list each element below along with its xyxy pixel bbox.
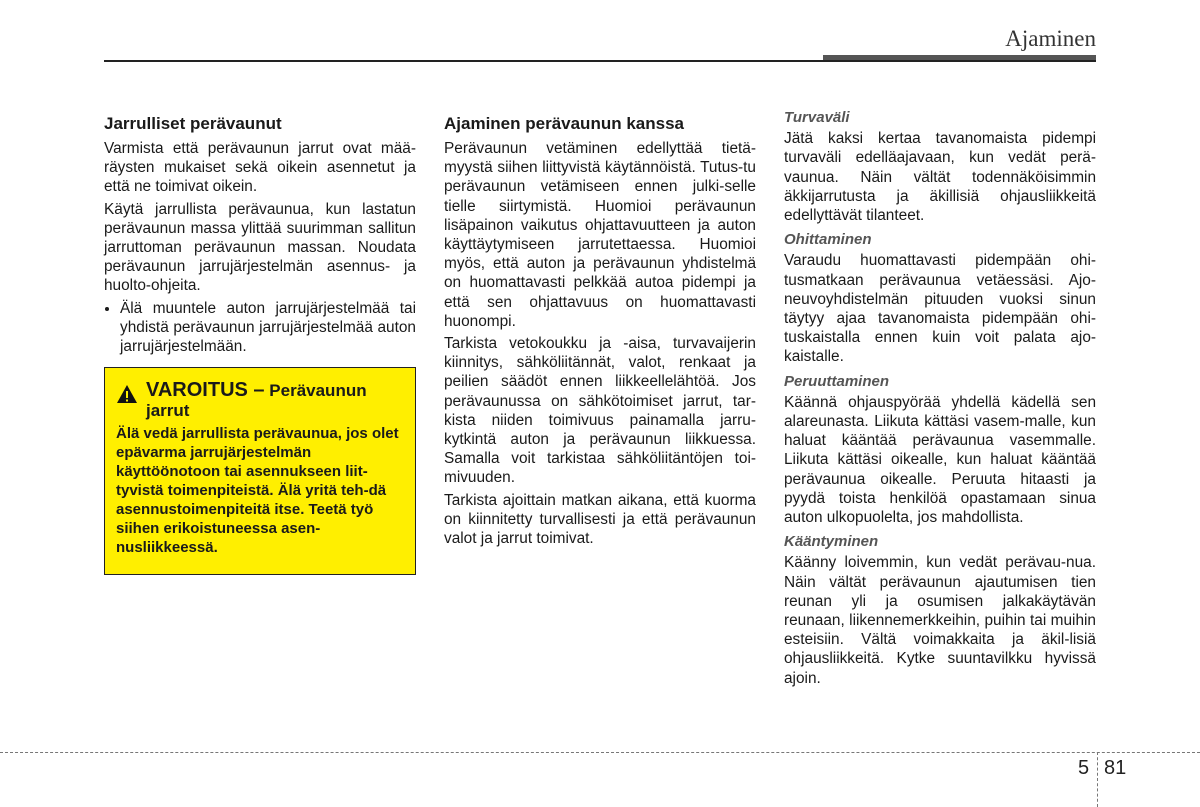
- subheading-turning: Kääntyminen: [784, 533, 879, 551]
- bullet-list: [104, 299, 416, 357]
- chapter-title: Ajaminen: [1005, 26, 1096, 51]
- paragraph: Varmista että perävaunun jarrut ovat mää-räysten mukaiset sekä oikein asennetut ja että ne toimivat oikein.: [104, 140, 416, 196]
- warning-title: [146, 380, 405, 421]
- column-right: [784, 108, 1096, 693]
- header-rule: [104, 60, 1096, 62]
- paragraph: Perävaunun vetäminen edellyttää tietä-myystä siihen liittyvistä käytännöistä. Tutus-tu perävaunun vetämiseen ennen julki-selle tielle siirtymistä. Huomioi perävaunun lisäpainon vaikutus ohjattavuutteen ja auton käyttäytymiseen jarrutettaessa. Huomioi myös, että auton ja perävaunun yhdistelmä on huomattavasti pelkkää autoa pidempi ja että sen ohjattavuus on huomattavasti huonompi.: [444, 140, 756, 330]
- warning-subject: Perävaunun jarrut: [146, 381, 367, 420]
- paragraph: Tarkista vetokoukku ja -aisa, turvavaijerin kiinnitys, sähköliitännät, valot, renkaat ja peilien säädöt ennen liikkeellelähtöä. Jos perävaunussa on sähkötoimiset jarrut, tar-kista niiden toimivuus painamalla jarru-kytkintä auton ja perävaunun liikkuessa. Samalla voit tarkistaa sähköliitäntöjen toi-mivuuden.: [444, 335, 756, 487]
- paragraph: Tarkista ajoittain matkan aikana, että kuorma on kiinnitetty turvallisesti ja että perävaunun valot ja jarrut toimivat.: [444, 491, 756, 548]
- footer-divider: [1097, 752, 1098, 807]
- subheading-safety-distance: Turvaväli: [784, 109, 850, 126]
- warning-triangle-icon: [116, 384, 138, 404]
- column-left: [104, 110, 416, 356]
- paragraph: Käänny loivemmin, kun vedät perävau-nua. Näin vältät perävaunun ajautumisen tien reunan yli ja osumisen jalkakäytävän reunaan, liikennemerkkeihin, puihin tai muihin esteisiin. Vältä voimakkaita ja äkil-lisiä ohjausliikkeitä. Kytke suuntavilkku hyvissä ajoin.: [784, 554, 1096, 687]
- section-heading-towing: Ajaminen perävaunun kanssa: [444, 114, 684, 133]
- paragraph: Käännä ohjauspyörää yhdellä kädellä sen alareunasta. Liikuta kättäsi vasem-malle, kun haluat kääntää perävaunua vasemmalle. Liikuta kättäsi oikealle, kun haluat kääntää perävaunua oikealle. Peruuta hitaasti ja pyydä toista henkilöä opastamaan sinua auton ulkopuolelta, jos mahdollista.: [784, 393, 1096, 527]
- paragraph: Jätä kaksi kertaa tavanomaista pidempi turvaväli edelläajavaan, kun vedät perä-vaunua. Näin vältät todennäköisimmin äkkijarrutusta ja äkillisiä ohjausliikkeitä edellyttävät tilanteet.: [784, 130, 1096, 225]
- chapter-number: 5: [1078, 757, 1090, 779]
- page-number: 81: [1104, 757, 1127, 779]
- footer-rule: [0, 752, 1200, 753]
- section-heading-trailer-brakes: Jarrulliset perävaunut: [104, 114, 282, 133]
- paragraph: Käytä jarrullista perävaunua, kun lastatun perävaunun massa ylittää suurimman sallitun jarruttoman perävaunun massan. Noudata perävaunun jarrujärjestelmän asennus- ja huolto-ohjeita.: [104, 200, 416, 295]
- warning-box: [104, 367, 416, 575]
- list-item: • Älä muuntele auton jarrujärjestelmää tai yhdistä perävaunun jarrujärjestelmää auton jarrujärjestelmään.: [120, 299, 416, 357]
- column-middle: [444, 110, 756, 551]
- warning-text: Älä vedä jarrullista perävaunua, jos olet epävarma jarrujärjestelmän käyttöönotoon tai asennukseen liit-tyvistä toimenpiteistä. Älä yritä teh-dä asennustoimenpiteitä itse. Teetä työ siihen erikoistuneessa asen-nusliikkeessä.: [116, 425, 399, 556]
- warning-header: [116, 380, 405, 421]
- warning-label: VAROITUS –: [146, 379, 265, 401]
- paragraph: Varaudu huomattavasti pidempään ohi-tusmatkaan perävaunua vetäessäsi. Ajo-neuvoyhdistelmän pituuden vuoksi sinun täytyy ajaa tavanomaista pidempään ohi-tuskaistalla ennen kuin voit palata ajo-kaistalle.: [784, 252, 1096, 366]
- subheading-overtaking: Ohittaminen: [784, 231, 872, 249]
- subheading-reversing: Peruuttaminen: [784, 372, 890, 390]
